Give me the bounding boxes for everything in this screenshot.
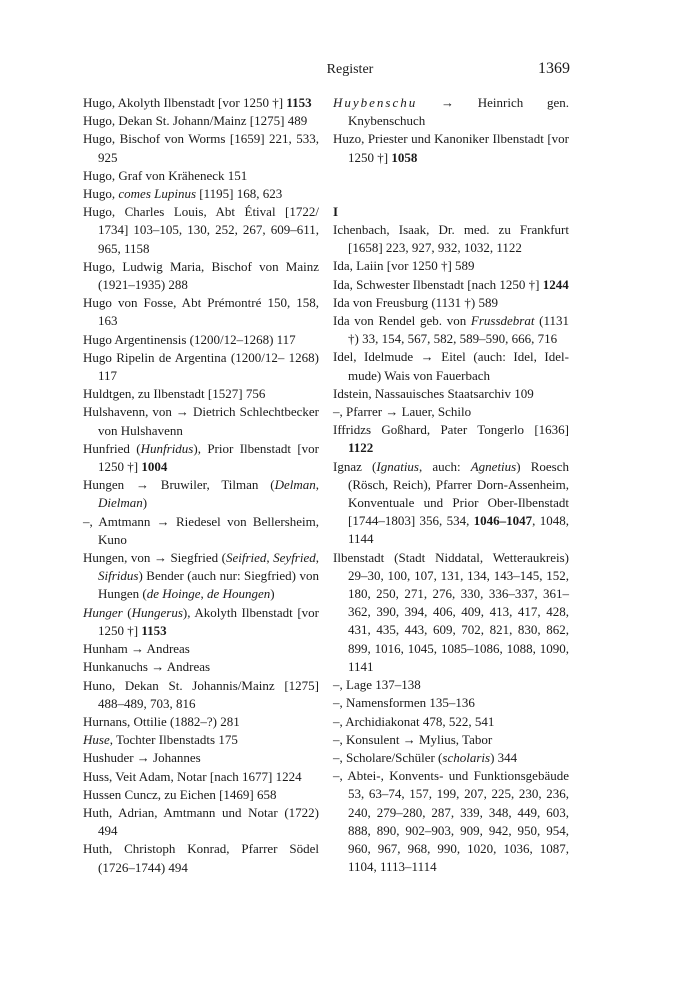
index-entry: Hunham → Andreas [83, 641, 190, 657]
index-entry: Hugo Argentinensis (1200/12–1268) 117 [83, 331, 296, 347]
index-entries-i [333, 221, 569, 876]
index-entry: Hungen, von → Siegfried (Seifried, Seyfried, Sifridus) Bender (auch nur: Siegfried) von Hungen (de Hoinge, de Houngen) [83, 550, 319, 602]
index-entry: Hunger (Hungerus), Akolyth Ilbenstadt [vor 1250 †] 1153 [83, 604, 319, 638]
index-entry: Huybenschu → Heinrich gen. Knybenschuch [333, 95, 569, 129]
index-entry: Huss, Veit Adam, Notar [nach 1677] 1224 [83, 768, 302, 784]
index-entry: Hugo, comes Lupinus [1195] 168, 623 [83, 186, 283, 202]
index-entry: Ida, Schwester Ilbenstadt [nach 1250 †] 1244 [333, 276, 569, 292]
index-entry: Hussen Cuncz, zu Eichen [1469] 658 [83, 786, 277, 802]
index-entry: Ida von Rendel geb. von Frussdebrat (1131 †) 33, 154, 567, 582, 589–590, 666, 716 [333, 313, 569, 347]
index-entry: Hulshavenn, von → Dietrich Schlechtbecker von Hulshavenn [83, 404, 319, 438]
index-entry: Idel, Idelmude → Eitel (auch: Idel, Idelmude) Wais von Fauerbach [333, 349, 569, 383]
index-entry: Hugo, Akolyth Ilbenstadt [vor 1250 †] 1153 [83, 95, 312, 110]
index-entry: Huth, Adrian, Amtmann und Notar (1722) 494 [83, 804, 319, 839]
index-entry: –, Lage 137–138 [333, 677, 421, 693]
index-entry: –, Scholare/Schüler (scholaris) 344 [333, 749, 518, 765]
index-entry: Ilbenstadt (Stadt Niddatal, Wetteraukreis) 29–30, 100, 107, 131, 134, 143–145, 152, 180, 250, 271, 276, 330, 336–337, 361–362, 390, 394, 406, 409, 413, 417, 428, 431, 435, 443, 609, 702, 821, 830, 862, 899, 1016, 1045, 1085–1086, 1088, 1090, 1141 [333, 549, 569, 674]
index-entry: Iffridzs Goßhard, Pater Tongerlo [1636] 1122 [333, 422, 569, 456]
index-entry: –, Archidiakonat 478, 522, 541 [333, 713, 495, 729]
index-entry: Hushuder → Johannes [83, 750, 201, 766]
index-entry: Huldtgen, zu Ilbenstadt [1527] 756 [83, 386, 266, 402]
index-entry: Hunfried (Hunfridus), Prior Ilbenstadt [vor 1250 †] 1004 [83, 440, 319, 475]
index-entry: Hugo, Graf von Kräheneck 151 [83, 167, 248, 183]
running-head: Register [326, 62, 374, 77]
index-entry: Hugo Ripelin de Argentina (1200/12– 1268) 117 [83, 349, 319, 384]
index-entry: Idstein, Nassauisches Staatsarchiv 109 [333, 385, 534, 401]
index-entry: Hunkanuchs → Andreas [83, 659, 211, 675]
index-entry: Hugo, Charles Louis, Abt Étival [1722/ 1734] 103–105, 130, 252, 267, 609–611, 965, 1158 [83, 204, 319, 256]
page-number: 1369 [538, 60, 570, 77]
index-entry: Hurnans, Ottilie (1882–?) 281 [83, 713, 240, 729]
index-column-left [83, 94, 319, 877]
index-entry: Ichenbach, Isaak, Dr. med. zu Frankfurt [1658] 223, 927, 932, 1032, 1122 [333, 222, 569, 256]
index-entry: –, Namensformen 135–136 [333, 695, 475, 711]
index-entries-h-continued [333, 94, 569, 167]
index-entry: Huno, Dekan St. Johannis/Mainz [1275] 488–489, 703, 816 [83, 677, 319, 711]
index-entry: –, Abtei-, Konvents- und Funktionsgebäude 53, 63–74, 157, 199, 207, 225, 230, 236, 240, 279–280, 287, 339, 348, 449, 603, 888, 890, 902–903, 909, 942, 950, 954, 960, 967, 968, 990, 1020, 1036, 1087, 1104, 1113–1114 [333, 768, 569, 875]
page-header [0, 62, 700, 82]
index-entry: Huzo, Priester und Kanoniker Ilbenstadt [vor 1250 †] 1058 [333, 131, 569, 165]
index-entry: Huse, Tochter Ilbenstadts 175 [83, 732, 238, 748]
index-entry: –, Konsulent → Mylius, Tabor [333, 731, 493, 747]
index-column-right [333, 94, 569, 876]
index-entry: Ignaz (Ignatius, auch: Agnetius) Roesch (Rösch, Reich), Pfarrer Dorn-Assenheim, Konventuale und Prior Ober-Ilbenstadt [1744–1803] 356, 534, 1046–1047, 1048, 1144 [333, 458, 569, 547]
index-entry: –, Amtmann → Riedesel von Bellersheim, Kuno [83, 513, 319, 547]
index-entry: Hugo, Ludwig Maria, Bischof von Mainz (1921–1935) 288 [83, 258, 319, 293]
index-entry: Hugo von Fosse, Abt Prémontré 150, 158, 163 [83, 295, 319, 329]
index-entry: Ida, Laiin [vor 1250 †] 589 [333, 258, 475, 274]
index-entry: Ida von Freusburg (1131 †) 589 [333, 294, 499, 310]
index-entry: –, Pfarrer → Lauer, Schilo [333, 404, 472, 420]
index-entry: Huth, Christoph Konrad, Pfarrer Södel (1726–1744) 494 [83, 841, 319, 875]
index-entry: Hungen → Bruwiler, Tilman (Delman, Dielman) [83, 477, 319, 511]
letter-heading: I [333, 203, 339, 219]
index-entry: Hugo, Dekan St. Johann/Mainz [1275] 489 [83, 113, 308, 129]
index-entry: Hugo, Bischof von Worms [1659] 221, 533, 925 [83, 131, 319, 165]
